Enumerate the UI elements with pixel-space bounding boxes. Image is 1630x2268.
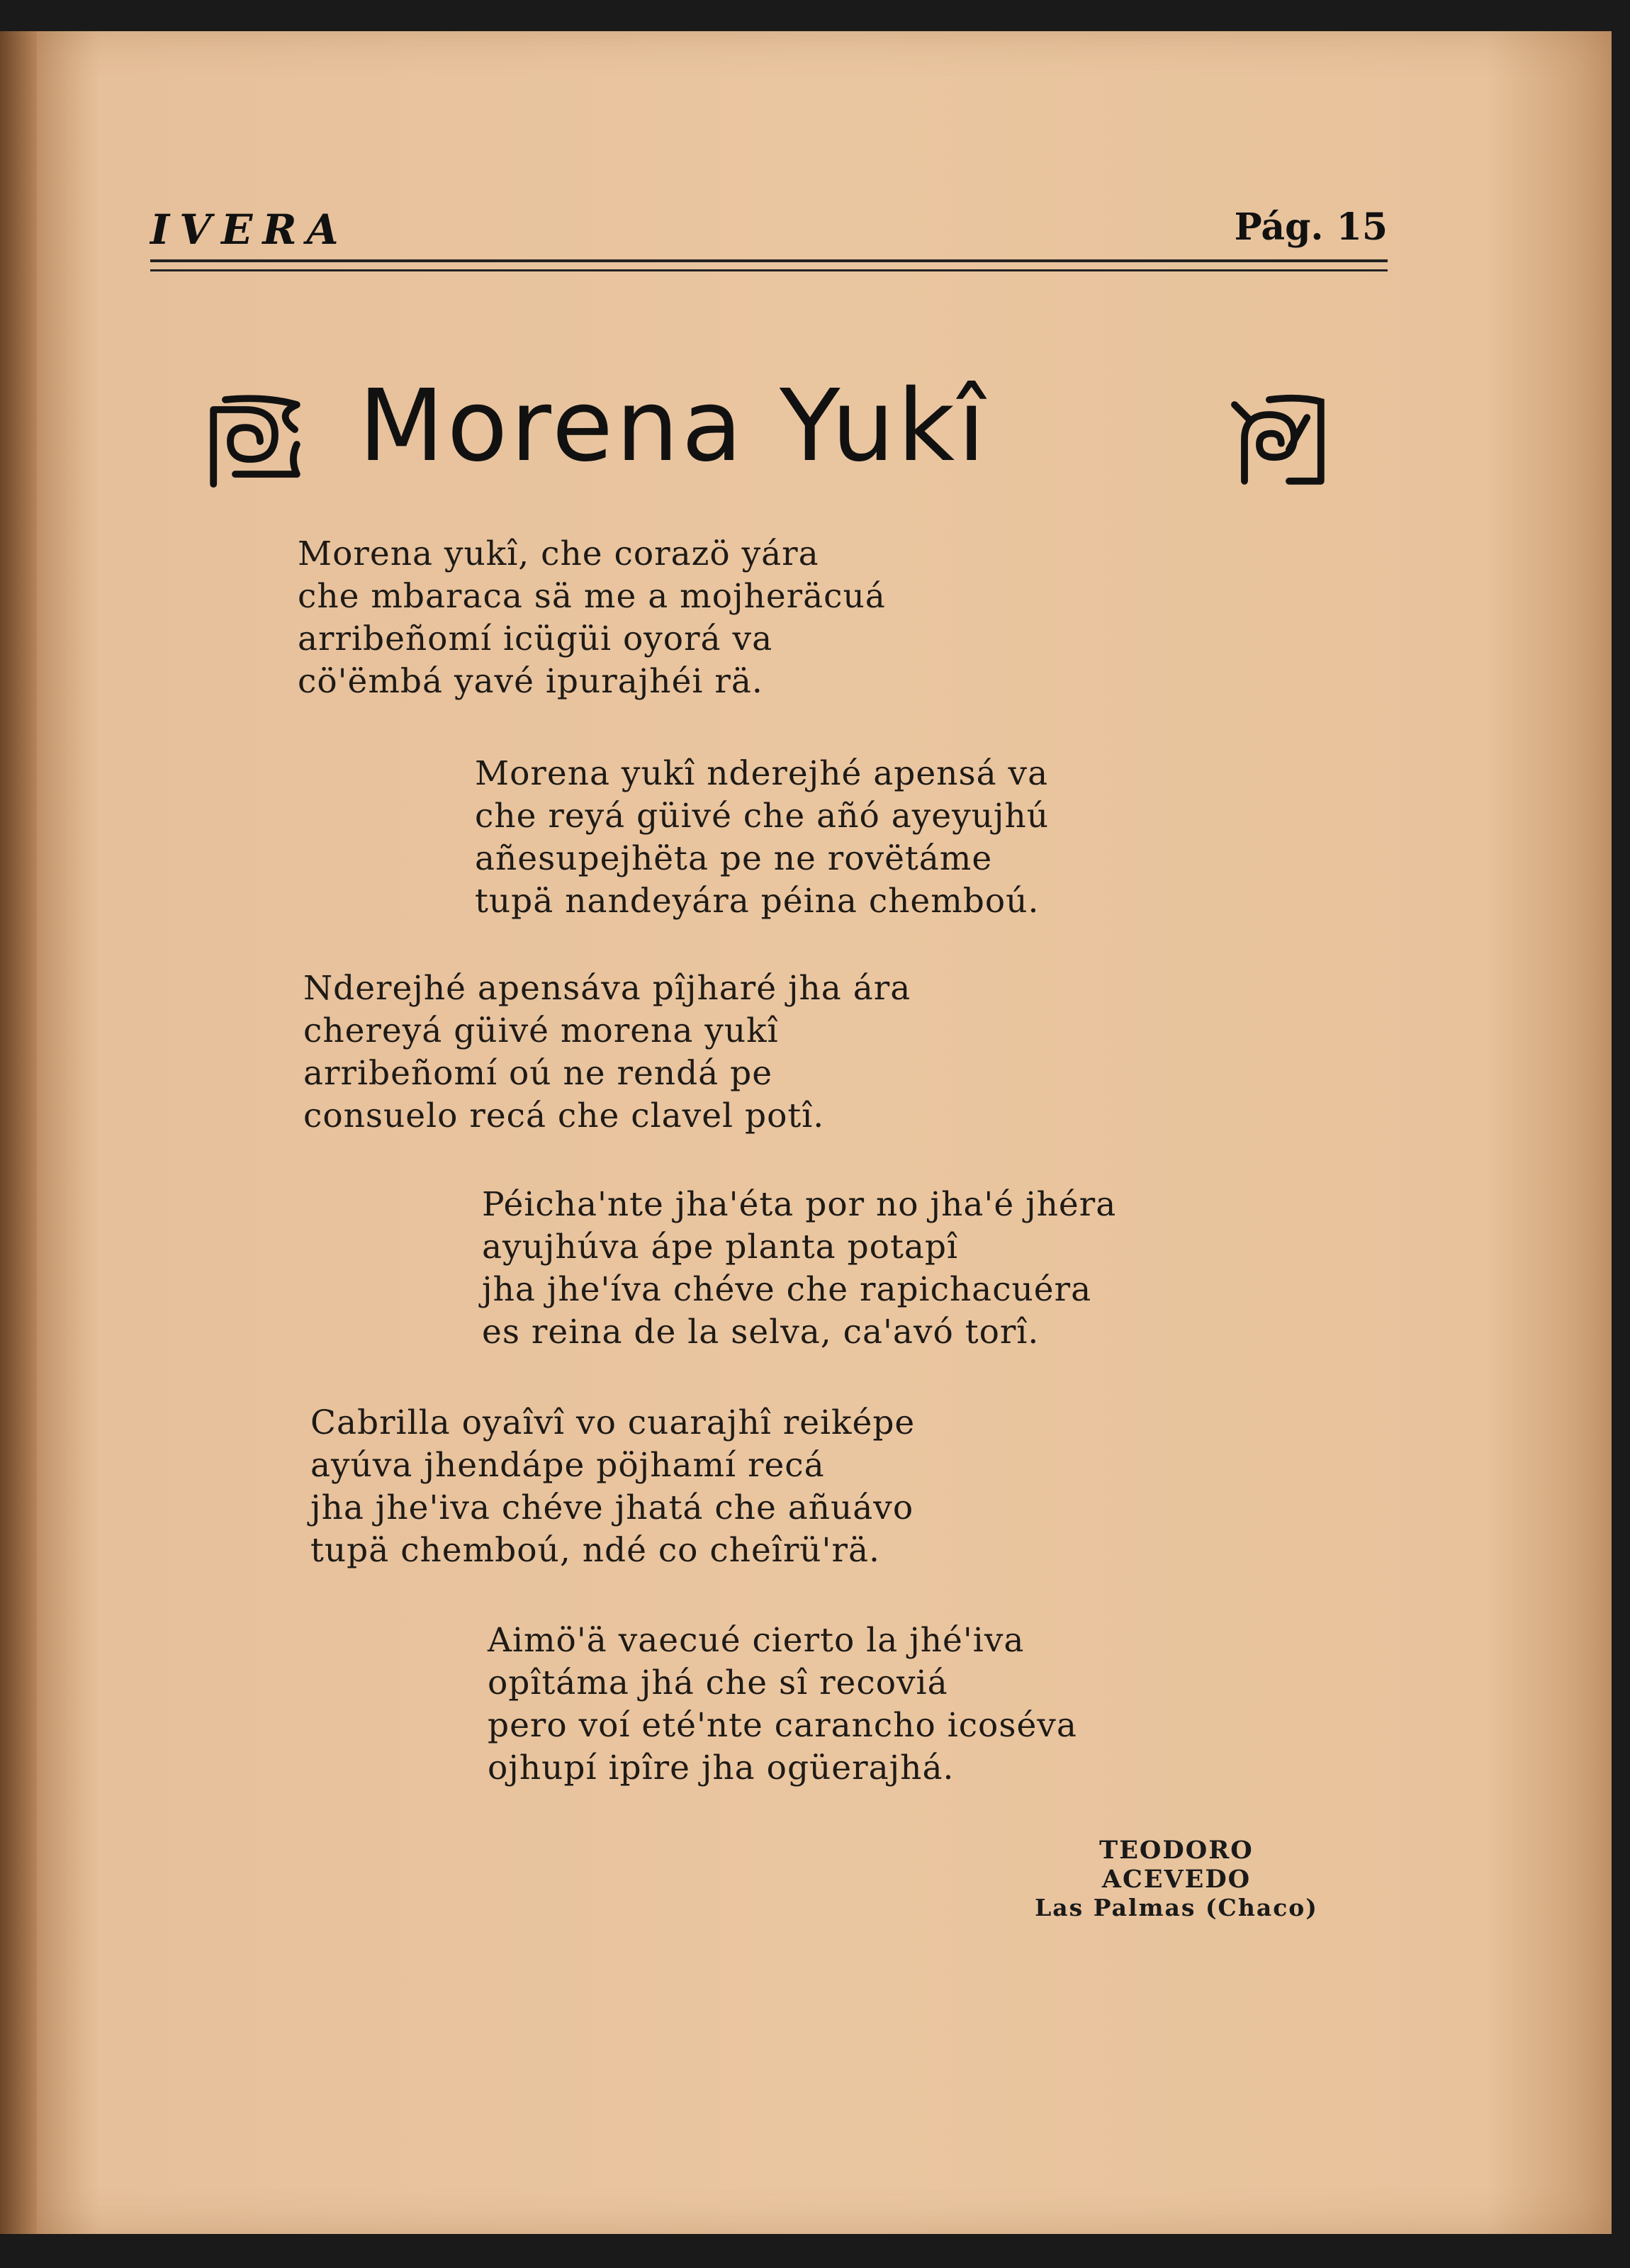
poem-title: Morena Yukî <box>358 369 989 484</box>
poem-line: opîtáma jhá che sî recoviá <box>488 1663 948 1702</box>
poem-line: Morena yukî, che corazö yára <box>298 534 819 573</box>
stanza-2 <box>475 753 1049 923</box>
poem-line: añesupejhëta pe ne rovëtáme <box>475 839 993 878</box>
page-number: Pág. 15 <box>1234 206 1388 249</box>
poem-line: arribeñomí oú ne rendá pe <box>303 1054 773 1093</box>
poem-line: ayúva jhendápe pöjhamí recá <box>310 1446 825 1485</box>
stanza-4 <box>482 1184 1116 1354</box>
poem-line: consuelo recá che clavel potî. <box>303 1096 825 1135</box>
poem-line: Morena yukî nderejhé apensá va <box>475 754 1049 793</box>
poem-line: ayujhúva ápe planta potapî <box>482 1228 958 1267</box>
poem-line: ojhupí ipîre jha ogüerajhá. <box>488 1748 955 1787</box>
stanza-6 <box>488 1619 1077 1790</box>
author-name: TEODORO ACEVEDO <box>1099 1836 1254 1894</box>
poem-line: tupä chemboú, ndé co cheîrü'rä. <box>310 1531 880 1570</box>
poem-line: Cabrilla oyaîvî vo cuarajhî reiképe <box>310 1403 916 1442</box>
journal-name: IVERA <box>150 206 349 254</box>
poem-line: arribeñomí icügüi oyorá va <box>298 619 773 658</box>
poem-line: Nderejhé apensáva pîjharé jha ára <box>303 969 911 1008</box>
poem-line: chereyá güivé morena yukî <box>303 1011 779 1050</box>
poem-line: Aimö'ä vaecué cierto la jhé'iva <box>488 1621 1025 1660</box>
celtic-knot-ornament-icon <box>1230 390 1329 489</box>
stanza-3 <box>303 967 911 1138</box>
header-rule-top <box>150 259 1388 262</box>
author-place: Las Palmas (Chaco) <box>1035 1894 1318 1921</box>
stanza-1 <box>298 533 886 703</box>
book-spine-edge <box>0 31 43 2234</box>
poem-line: pero voí eté'nte carancho icoséva <box>488 1706 1077 1745</box>
stanza-5 <box>310 1402 915 1572</box>
poem-line: jha jhe'iva chéve jhatá che añuávo <box>310 1488 914 1527</box>
header-rule-bottom <box>150 269 1388 271</box>
author-signature <box>1021 1836 1332 1921</box>
poem-line: es reina de la selva, ca'avó torî. <box>482 1313 1040 1352</box>
poem-line: che mbaraca sä me a mojheräcuá <box>298 577 886 616</box>
poem-line: tupä nandeyára péina chemboú. <box>475 882 1040 921</box>
poem-line: che reyá güivé che añó ayeyujhú <box>475 797 1050 836</box>
poem-line: cö'ëmbá yavé ipurajhéi rä. <box>298 662 763 701</box>
poem-line: Péicha'nte jha'éta por no jha'é jhéra <box>482 1185 1117 1224</box>
poem-line: jha jhe'íva chéve che rapichacuéra <box>482 1270 1092 1309</box>
